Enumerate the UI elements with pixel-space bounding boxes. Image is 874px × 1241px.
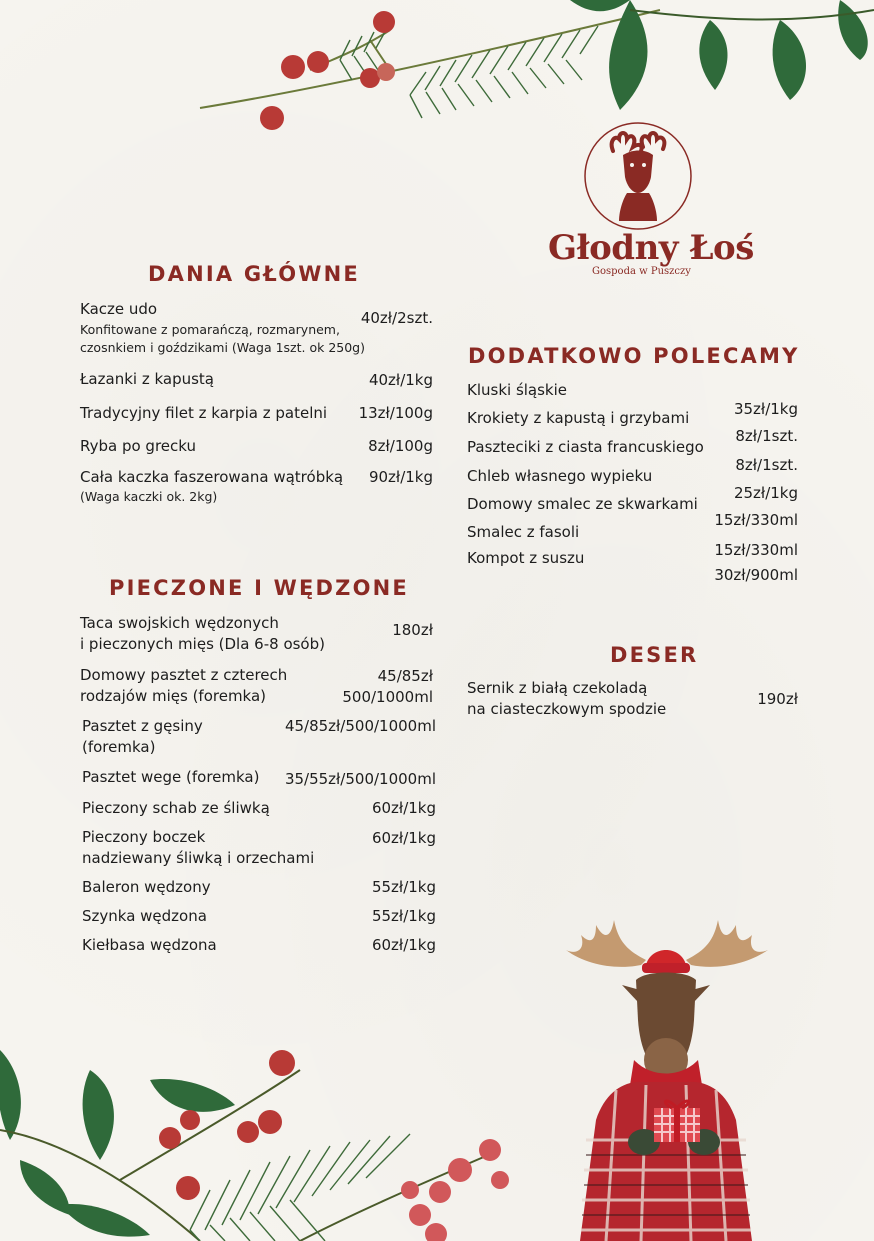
- menu-item-name: Kluski śląskie: [467, 381, 568, 399]
- holly-pine-bottom-illustration: [0, 1030, 520, 1241]
- menu-item-name: Pasztet z gęsiny: [82, 717, 203, 735]
- menu-item-price: 30zł/900ml: [714, 566, 798, 584]
- section-title-roasted: PIECZONE I WĘDZONE: [109, 576, 409, 600]
- menu-item-price: 8zł/1szt.: [735, 427, 798, 445]
- menu-item-name: Pieczony boczek: [82, 828, 206, 846]
- menu-item-name: Kiełbasa wędzona: [82, 936, 217, 954]
- menu-item-description: Konfitowane z pomarańczą, rozmarynem,: [80, 322, 340, 337]
- menu-item-price: 25zł/1kg: [733, 484, 798, 502]
- menu-item-price: 8zł/1szt.: [735, 456, 798, 474]
- menu-item-name: (foremka): [82, 738, 156, 756]
- section-title-dessert: DESER: [610, 643, 699, 667]
- menu-item-price: 60zł/1kg: [371, 936, 436, 954]
- menu-item-price: 60zł/1kg: [371, 829, 436, 847]
- menu-item-price: 190zł: [757, 690, 798, 708]
- section-title-main: DANIA GŁÓWNE: [148, 262, 360, 286]
- menu-item-name: Domowy pasztet z czterech: [80, 666, 288, 684]
- section-title-extra: DODATKOWO POLECAMY: [468, 344, 800, 368]
- menu-item-price: 35zł/1kg: [733, 400, 798, 418]
- menu-item-description: czosnkiem i goździkami (Waga 1szt. ok 250g): [80, 340, 365, 355]
- menu-item-name: Baleron wędzony: [82, 878, 211, 896]
- menu-item-price: 60zł/1kg: [371, 799, 436, 817]
- menu-item-price: 15zł/330ml: [714, 541, 798, 559]
- menu-item-price: 55zł/1kg: [371, 878, 436, 896]
- menu-item-name: i pieczonych mięs (Dla 6-8 osób): [80, 635, 325, 653]
- menu-item-name: Kompot z suszu: [467, 549, 585, 567]
- menu-item-price: 13zł/100g: [358, 404, 433, 422]
- pine-berries-top-illustration: [190, 0, 874, 150]
- menu-item-name: Smalec z fasoli: [467, 523, 580, 541]
- menu-item-price: 15zł/330ml: [714, 511, 798, 529]
- menu-item-name: Pieczony schab ze śliwką: [82, 799, 270, 817]
- menu-item-name: Chleb własnego wypieku: [467, 467, 653, 485]
- menu-item-price: 45/85zł/500/1000ml: [284, 717, 436, 735]
- menu-item-name: Domowy smalec ze skwarkami: [467, 495, 698, 513]
- brand-tagline: Gospoda w Puszczy: [592, 266, 691, 277]
- menu-item-price: 90zł/1kg: [368, 468, 433, 486]
- menu-item-price: 180zł: [392, 621, 433, 639]
- moose-character-illustration: [556, 910, 776, 1241]
- menu-item-name: Cała kaczka faszerowana wątróbką: [80, 468, 344, 486]
- menu-item-name: rodzajów mięs (foremka): [80, 687, 267, 705]
- menu-item-price: 500/1000ml: [342, 688, 433, 706]
- menu-item-name: Kacze udo: [80, 300, 158, 318]
- menu-item-price: 55zł/1kg: [371, 907, 436, 925]
- menu-item-price: 8zł/100g: [368, 437, 433, 455]
- menu-item-price: 40zł/2szt.: [360, 309, 433, 327]
- menu-item-name: Tradycyjny filet z karpia z patelni: [80, 404, 328, 422]
- menu-item-name: Taca swojskich wędzonych: [80, 614, 279, 632]
- menu-item-description: (Waga kaczki ok. 2kg): [80, 489, 218, 504]
- menu-item-price: 45/85zł: [377, 667, 433, 685]
- menu-item-price: 35/55zł/500/1000ml: [284, 770, 436, 788]
- menu-item-name: Krokiety z kapustą i grzybami: [467, 409, 690, 427]
- menu-item-name: Ryba po grecku: [80, 437, 196, 455]
- moose-logo: [583, 121, 693, 231]
- menu-item-name: Szynka wędzona: [82, 907, 207, 925]
- menu-item-name: nadziewany śliwką i orzechami: [82, 849, 315, 867]
- menu-item-price: 40zł/1kg: [368, 371, 433, 389]
- menu-item-name: Sernik z białą czekoladą: [467, 679, 648, 697]
- menu-item-name: Pasztet wege (foremka): [82, 768, 260, 786]
- menu-item-name: na ciasteczkowym spodzie: [467, 700, 667, 718]
- brand-name: Głodny Łoś: [548, 228, 754, 268]
- menu-item-name: Paszteciki z ciasta francuskiego: [467, 438, 704, 456]
- menu-item-name: Łazanki z kapustą: [80, 370, 214, 388]
